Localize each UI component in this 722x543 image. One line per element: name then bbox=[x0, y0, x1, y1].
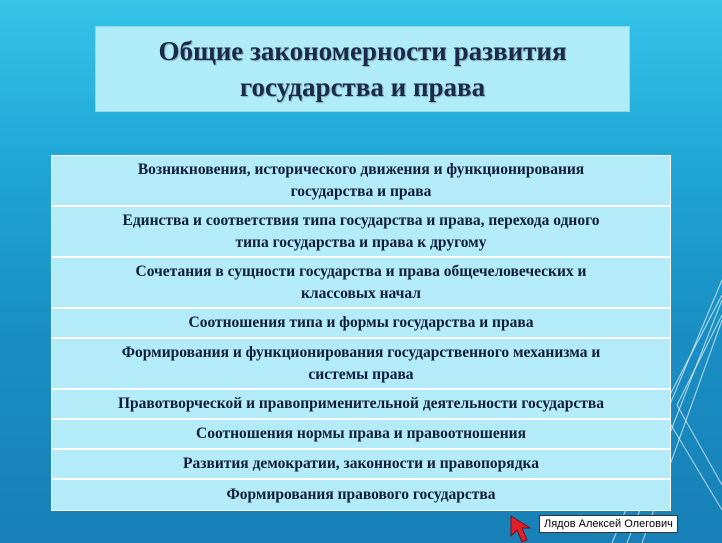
red-arrow-cursor-icon[interactable] bbox=[508, 514, 538, 543]
table-row bbox=[52, 420, 670, 450]
row-text-line: Правотворческой и правоприменительной деятельности государства bbox=[118, 395, 604, 412]
row-text-line: Соотношения нормы права и правоотношения bbox=[196, 425, 526, 442]
row-text-line: типа государства и права к другому bbox=[235, 233, 487, 251]
table-row bbox=[52, 339, 670, 390]
slide-title-line-1: Общие закономерности развития bbox=[158, 36, 567, 66]
table-row bbox=[52, 258, 670, 309]
row-text-line: классовых начал bbox=[301, 284, 421, 302]
regularities-table bbox=[51, 155, 671, 511]
slide-title-line-2: государства и права bbox=[239, 72, 486, 102]
row-text-line: Формирования и функционирования государственного механизма и bbox=[121, 343, 601, 361]
row-text-line: Возникновения, исторического движения и функционирования bbox=[137, 160, 585, 178]
table-row bbox=[52, 450, 670, 480]
row-text-line: Соотношения типа и формы государства и права bbox=[188, 314, 534, 331]
row-text-line: Развития демократии, законности и правопорядка bbox=[183, 455, 539, 472]
table-row bbox=[52, 309, 670, 339]
table-row bbox=[52, 207, 670, 258]
row-text-line: государства и права bbox=[290, 182, 432, 200]
row-text-line: Сочетания в сущности государства и права общечеловеческих и bbox=[135, 262, 587, 280]
row-text-line: Формирования правового государства bbox=[226, 486, 496, 503]
row-text-line: системы права bbox=[308, 365, 414, 383]
table-row bbox=[52, 480, 670, 510]
author-tooltip: Лядов Алексей Олегович bbox=[539, 515, 678, 533]
table-row bbox=[52, 390, 670, 420]
slide-title-box bbox=[95, 26, 630, 112]
table-row bbox=[52, 156, 670, 207]
row-text-line: Единства и соответствия типа государства и права, перехода одного bbox=[122, 211, 600, 229]
